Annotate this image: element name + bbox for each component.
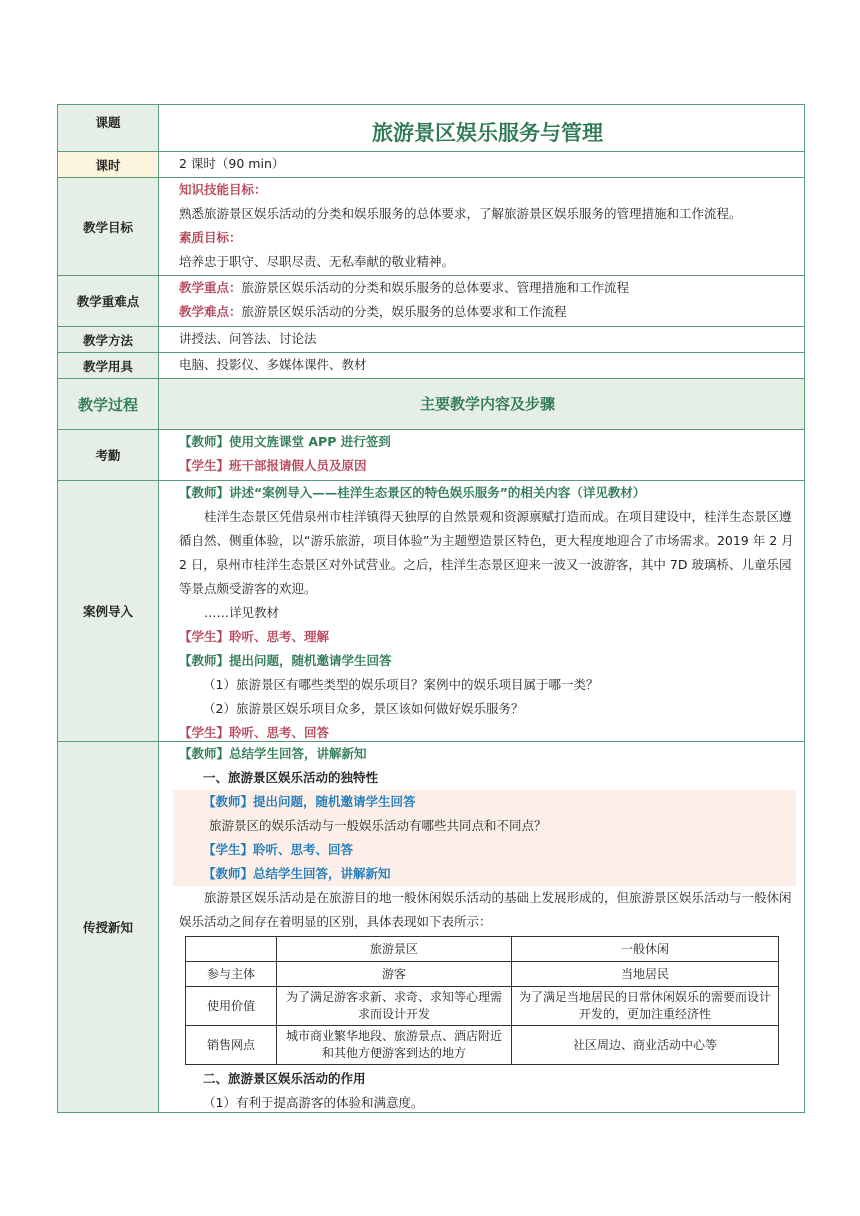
row-tools (58, 352, 804, 378)
case-content (159, 481, 804, 741)
case-question-1: （1）旅游景区有哪些类型的娱乐项目？案例中的娱乐项目属于哪一类？ (203, 677, 599, 692)
table-cell: 城市商业繁华地段、旅游景点、酒店附近和其他方便游客到达的地方 (277, 1026, 512, 1065)
label-tools: 教学用具 (58, 353, 159, 378)
quality-goal-heading: 素质目标： (179, 230, 242, 245)
section-heading-2: 二、旅游景区娱乐活动的作用 (203, 1071, 366, 1086)
difficult-point-text: 旅游景区娱乐活动的分类，娱乐服务的总体要求和工作流程 (241, 304, 567, 319)
label-goals: 教学目标 (58, 178, 159, 275)
label-method: 教学方法 (58, 327, 159, 352)
attendance-teacher: 【教师】使用文旌课堂 APP 进行签到 (179, 434, 391, 449)
row-method (58, 326, 804, 352)
table-row (186, 962, 779, 987)
row-teach (58, 741, 804, 1112)
teach-content (159, 742, 804, 1112)
case-more: ……详见教材 (204, 605, 280, 620)
table-header-cell: 一般休闲 (512, 937, 779, 962)
discussion-question: 旅游景区的娱乐活动与一般娱乐活动有哪些共同点和不同点？ (209, 818, 547, 833)
table-cell: 当地居民 (512, 962, 779, 987)
label-topic: 课题 (58, 105, 159, 151)
table-cell: 参与主体 (186, 962, 277, 987)
key-point-heading: 教学重点： (179, 280, 242, 295)
discussion-student: 【学生】聆听、思考、回答 (203, 842, 354, 857)
key-point-text: 旅游景区娱乐活动的分类和娱乐服务的总体要求、管理措施和工作流程 (241, 280, 630, 295)
table-header-row (186, 937, 779, 962)
table-cell: 销售网点 (186, 1026, 277, 1065)
difficult-point-line (179, 300, 796, 324)
table-row (186, 987, 779, 1026)
label-hours: 课时 (58, 152, 159, 177)
section-heading-1: 一、旅游景区娱乐活动的独特性 (203, 770, 379, 785)
discussion-box (173, 790, 796, 886)
case-teacher-intro: 【教师】讲述“案例导入——桂洋生态景区的特色娱乐服务”的相关内容（详见教材） (179, 485, 646, 500)
effect-point-1: （1）有利于提高游客的体验和满意度。 (203, 1095, 424, 1110)
quality-goal-text: 培养忠于职守、尽职尽责、无私奉献的敬业精神。 (179, 254, 455, 269)
discussion-teacher-question: 【教师】提出问题，随机邀请学生回答 (203, 794, 416, 809)
case-question-2: （2）旅游景区娱乐项目众多，景区该如何做好娱乐服务？ (203, 701, 524, 716)
attendance-student: 【学生】班干部报请假人员及原因 (179, 458, 367, 473)
table-header-cell (186, 937, 277, 962)
case-teacher-question: 【教师】提出问题，随机邀请学生回答 (179, 653, 392, 668)
case-paragraph: 桂洋生态景区凭借泉州市桂洋镇得天独厚的自然景观和资源禀赋打造而成。在项目建设中，桂洋生态景区遵循自然、侧重体验，以“游乐旅游，项目体验”为主题塑造景区特色，更大程度地迎合了市场需求。2019 年 2 月 2 日，泉州市桂洋生态景区对外试营业。之后，桂洋生态景区迎来一波又一波游客，其中 7D 玻璃桥、儿童乐园等景点颇受游客的欢迎。 (179, 509, 794, 596)
key-point-line (179, 276, 796, 300)
table-header-cell: 旅游景区 (277, 937, 512, 962)
table-cell: 社区周边、商业活动中心等 (512, 1026, 779, 1065)
hours-value: 2 课时（90 min） (179, 156, 285, 171)
row-case (58, 480, 804, 741)
row-process (58, 378, 804, 429)
key-points-content (159, 276, 804, 326)
label-attendance: 考勤 (58, 430, 159, 480)
label-process: 教学过程 (58, 379, 159, 429)
tools-value: 电脑、投影仪、多媒体课件、教材 (179, 357, 367, 372)
case-student-2: 【学生】聆听、思考、回答 (179, 725, 330, 740)
method-value: 讲授法、问答法、讨论法 (179, 331, 317, 346)
knowledge-goal-heading: 知识技能目标： (179, 182, 267, 197)
table-cell: 使用价值 (186, 987, 277, 1026)
row-goals (58, 177, 804, 275)
table-row (186, 1026, 779, 1065)
process-header: 主要教学内容及步骤 (159, 379, 804, 429)
comparison-intro: 旅游景区娱乐活动是在旅游目的地一般休闲娱乐活动的基础上发展形成的，但旅游景区娱乐活动与一般休闲娱乐活动之间存在着明显的区别，具体表现如下表所示： (179, 890, 792, 929)
row-attendance (58, 429, 804, 480)
row-topic (58, 105, 804, 151)
table-cell: 为了满足游客求新、求奇、求知等心理需求而设计开发 (277, 987, 512, 1026)
goals-content (159, 178, 804, 275)
attendance-content (159, 430, 804, 480)
lesson-plan-table (57, 104, 805, 1113)
table-cell: 为了满足当地居民的日常休闲娱乐的需要而设计开发的，更加注重经济性 (512, 987, 779, 1026)
lesson-title: 旅游景区娱乐服务与管理 (372, 121, 603, 145)
table-cell: 游客 (277, 962, 512, 987)
knowledge-goal-text: 熟悉旅游景区娱乐活动的分类和娱乐服务的总体要求，了解旅游景区娱乐服务的管理措施和工作流程。 (179, 206, 742, 221)
difficult-point-heading: 教学难点： (179, 304, 242, 319)
row-hours (58, 151, 804, 177)
label-teach: 传授新知 (58, 742, 159, 1112)
row-key-points (58, 275, 804, 326)
comparison-table (185, 936, 779, 1065)
teach-teacher-summary: 【教师】总结学生回答，讲解新知 (179, 746, 367, 761)
discussion-teacher-summary: 【教师】总结学生回答，讲解新知 (203, 866, 391, 881)
case-student-1: 【学生】聆听、思考、理解 (179, 629, 330, 644)
label-case: 案例导入 (58, 481, 159, 741)
label-key-points: 教学重难点 (58, 276, 159, 326)
